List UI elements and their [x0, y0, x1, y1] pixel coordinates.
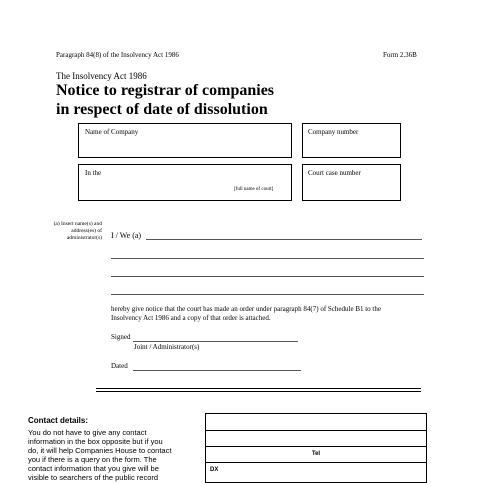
dx-label: DX: [210, 467, 219, 473]
contact-text-line-1: You do not have to give any contact: [28, 428, 147, 437]
margin-note-line-3: administrator(s): [66, 235, 102, 241]
tel-label: Tel: [311, 451, 321, 457]
company-number-field[interactable]: [302, 123, 401, 158]
administrator-address-line-2[interactable]: [111, 276, 424, 277]
paragraph-reference: Paragraph 84(8) of the Insolvency Act 1986: [56, 51, 179, 59]
name-of-company-label: Name of Company: [85, 128, 139, 136]
contact-row-divider-1: [206, 430, 426, 431]
act-name: The Insolvency Act 1986: [56, 71, 147, 81]
notice-line-1: hereby give notice that the court has made an order under paragraph 84(7) of Schedule B1 to the: [111, 305, 381, 313]
contact-details-heading: Contact details:: [28, 416, 89, 425]
contact-text-line-5: contact information that you give will be: [28, 464, 159, 473]
contact-row-divider-3: [206, 462, 426, 463]
court-name-field[interactable]: [78, 164, 292, 201]
full-name-of-court-hint: [full name of court]: [234, 187, 274, 192]
contact-text-line-4: you if there is a query on the form. The: [28, 455, 157, 464]
contact-text-line-2: information in the box opposite but if you: [28, 437, 163, 446]
separator-rule-top: [96, 388, 421, 389]
signed-label: Signed: [111, 333, 131, 341]
company-number-label: Company number: [308, 128, 359, 136]
contact-row-divider-2: [206, 446, 426, 447]
administrator-name-line[interactable]: [146, 239, 422, 240]
contact-details-text: [28, 428, 198, 482]
contact-info-box[interactable]: [205, 413, 427, 483]
margin-note: [30, 221, 102, 242]
form-number: Form 2.36B: [383, 51, 417, 59]
contact-text-line-3: do, it will help Companies House to contact: [28, 446, 172, 455]
signature-line[interactable]: [133, 341, 298, 342]
margin-note-line-1: (a) Insert name(s) and: [53, 221, 102, 227]
dated-label: Dated: [111, 362, 128, 370]
title-line-1: Notice to registrar of companies: [56, 82, 275, 99]
contact-text-line-6: visible to searchers of the public record: [28, 473, 159, 482]
court-case-number-label: Court case number: [308, 169, 361, 177]
joint-administrator-label: Joint / Administrator(s): [134, 343, 200, 351]
page-title: [56, 81, 274, 119]
name-of-company-field[interactable]: [78, 123, 292, 158]
in-the-label: In the: [85, 169, 102, 177]
margin-note-line-2: address(es) of: [71, 228, 102, 234]
administrator-address-line-1[interactable]: [111, 258, 424, 259]
title-line-2: in respect of date of dissolution: [56, 101, 268, 118]
date-line[interactable]: [133, 370, 301, 371]
notice-text: [111, 305, 431, 323]
notice-line-2: Insolvency Act 1986 and a copy of that order is attached.: [111, 314, 271, 322]
separator-rule-bottom: [96, 391, 421, 392]
i-we-label: I / We (a): [111, 231, 142, 240]
administrator-address-line-3[interactable]: [111, 294, 424, 295]
court-case-number-field[interactable]: [302, 164, 401, 201]
